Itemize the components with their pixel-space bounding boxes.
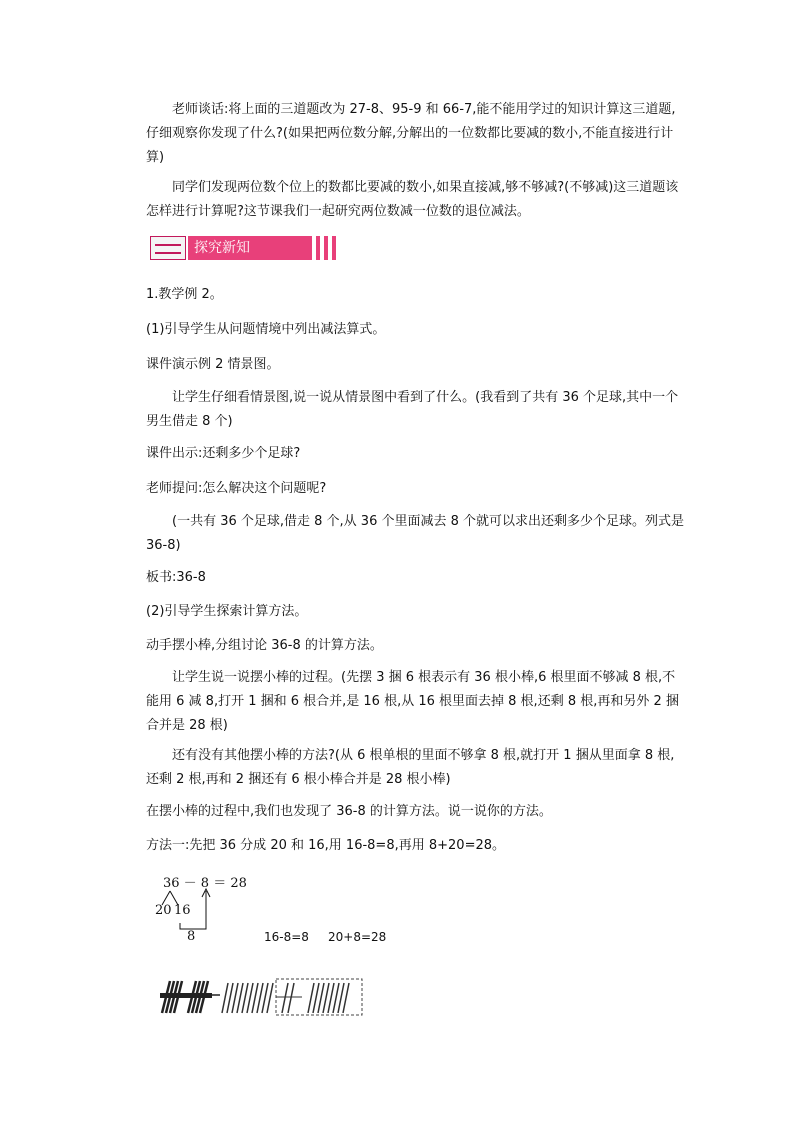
decorative-stripe (332, 236, 336, 260)
result-value: 8 (187, 929, 196, 944)
decorative-stripe (316, 236, 320, 260)
paragraph-sticks: 动手摆小棒,分组讨论 36-8 的计算方法。 (146, 638, 383, 653)
paragraph-process: 让学生说一说摆小棒的过程。(先摆 3 捆 6 根表示有 36 根小棒,6 根里面不够减 8 根,不能用 6 减 8,打开 1 捆和 6 根合并,是 16 根,从 16 根里面去掉 8 根,还剩 8 根,再和另外 2 捆合并是 28 根) (146, 670, 679, 733)
paragraph-discovery: 在摆小棒的过程中,我们也发现了 36-8 的计算方法。说一说你的方法。 (146, 804, 552, 819)
paragraph-answer: (一共有 36 个足球,借走 8 个,从 36 个里面减去 8 个就可以求出还剩多少个足球。列式是 36-8) (146, 514, 685, 553)
decorative-stripe (324, 236, 328, 260)
stick-bundle-icon (186, 981, 212, 1013)
paragraph-teacher-ask: 老师提问:怎么解决这个问题呢? (146, 481, 327, 496)
paragraph-intro: 老师谈话:将上面的三道题改为 27-8、95-9 和 66-7,能不能用学过的知识计算这三道题,仔细观察你发现了什么?(如果把两位数分解,分解出的一位数都比要减的数小,不能直接进行计算) (146, 102, 676, 165)
split-right: 16 (174, 903, 191, 918)
stick-bundle-icon (160, 981, 186, 1013)
section-title: 探究新知 (194, 240, 250, 256)
paragraph-board: 板书:36-8 (146, 570, 206, 585)
section-header (150, 236, 336, 260)
counting-sticks-illustration (156, 975, 366, 1020)
paragraph-step1: (1)引导学生从问题情境中列出减法算式。 (146, 322, 386, 337)
paragraph-question-show: 课件出示:还剩多少个足球? (146, 446, 301, 461)
paragraph-question: 同学们发现两位数个位上的数都比要减的数小,如果直接减,够不够减?(不够减)这三道题该怎样进行计算呢?这节课我们一起研究两位数减一位数的退位减法。 (146, 180, 679, 219)
section-number-icon (150, 236, 186, 260)
paragraph-step2: (2)引导学生探索计算方法。 (146, 604, 308, 619)
split-left: 20 (155, 903, 172, 918)
step-calc-2: 20+8=28 (328, 930, 387, 944)
equation: 36 － 8 ＝ 28 (163, 876, 247, 891)
section-title-bar (188, 236, 312, 260)
loose-sticks (222, 983, 273, 1013)
paragraph-method-one: 方法一:先把 36 分成 20 和 16,用 16-8=8,再用 8+20=28。 (146, 838, 506, 853)
paragraph-example-heading: 1.教学例 2。 (146, 287, 223, 302)
step-calc-1: 16-8=8 (264, 930, 309, 944)
paragraph-other-method: 还有没有其他摆小棒的方法?(从 6 根单根的里面不够拿 8 根,就打开 1 捆从里面拿 8 根,还剩 2 根,再和 2 捆还有 6 根小棒合并是 28 根小棒) (146, 748, 675, 787)
paragraph-observe: 让学生仔细看情景图,说一说从情景图中看到了什么。(我看到了共有 36 个足球,其中一个男生借走 8 个) (146, 390, 679, 429)
paragraph-courseware: 课件演示例 2 情景图。 (146, 357, 280, 372)
